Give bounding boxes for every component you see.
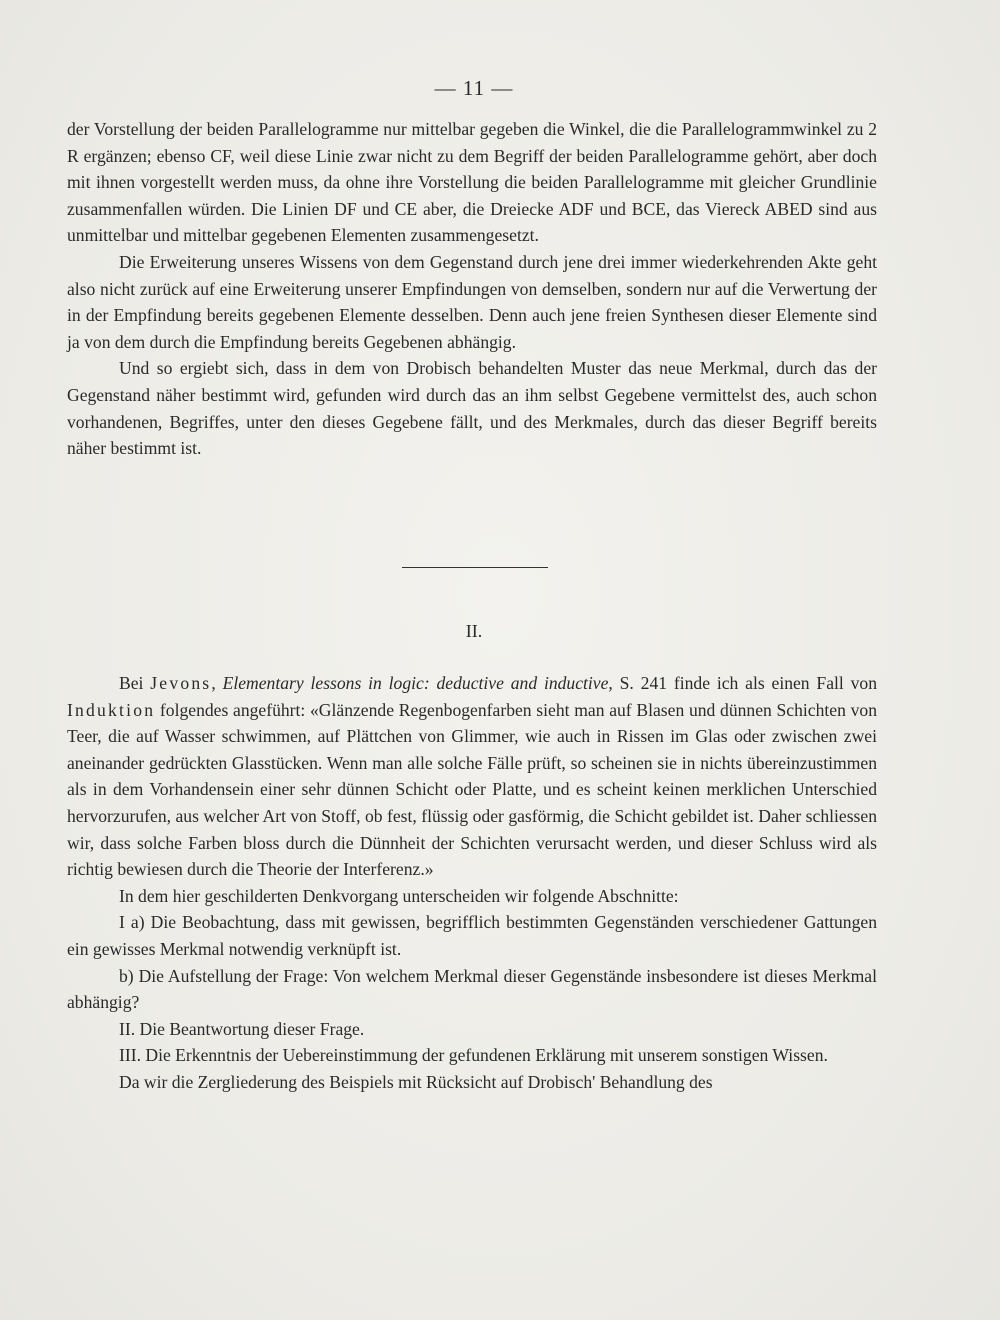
emphasized-term: Induktion (67, 699, 156, 720)
section-one-text (67, 116, 877, 462)
paragraph: Die Erweiterung unseres Wissens von dem Gegenstand durch jene drei immer wiederkehrenden Akte geht also nicht zurück auf eine Erweiterung unserer Empfindungen von demselben, sondern nur auf die Verwertung der in der Empfindung bereits gegebenen Elemente desselben. Denn auch jene freien Synthesen dieser Elemente sind ja von dem durch die Empfindung bereits Gegebenen abhängig. (67, 251, 877, 352)
text-run: folgendes angeführt: «Glänzende Regenbogenfarben sieht man auf Blasen und dünnen Schichten von Teer, die auf Wasser schwimmen, auf Plättchen von Glimmer, wie auch in Rissen im Glas oder zwischen zwei aneinander gedrückten Glasstücken. Wenn man alle solche Fälle prüft, so scheinen sie in nichts übereinzustimmen als in dem Vorhandensein einer sehr dünnen Schicht oder Platte, und es scheint keinen merklichen Unterschied hervorzurufen, aus welcher Art von Stoff, ob fest, flüssig oder gasförmig, die Schicht gebildet ist. Daher schliessen wir, dass solche Farben bloss durch die Dünnheit der Schichten verursacht werden, und dieser Schluss wird als richtig bewiesen durch die Theorie der Interferenz.» (67, 699, 877, 880)
text-run: Bei (119, 673, 151, 693)
paragraph: Da wir die Zergliederung des Beispiels mit Rücksicht auf Drobisch' Behandlung des (119, 1071, 713, 1092)
page-number: — 11 — (434, 76, 514, 100)
intro-paragraph (67, 670, 877, 883)
list-item: III. Die Erkenntnis der Uebereinstimmung der gefundenen Erklärung mit unserem sonstigen Wissen. (119, 1045, 828, 1066)
list-item: II. Die Beantwortung dieser Frage. (119, 1018, 365, 1039)
paragraph: Und so ergiebt sich, dass in dem von Drobisch behandelten Muster das neue Merkmal, durch das der Gegenstand näher bestimmt wird, gefunden wird durch das an ihm selbst Gegebene vermittelst des, auch schon vorhandenen, Begriffes, unter den dieses Gegebene fällt, und des Merkmales, durch das dieser Begriff bereits näher bestimmt ist. (67, 358, 877, 459)
list-item: b) Die Aufstellung der Frage: Von welchem Merkmal dieser Gegenstände insbesondere ist dieses Merkmal abhängig? (67, 965, 877, 1013)
list-item: I a) Die Beobachtung, dass mit gewissen, begrifflich bestimmten Gegenständen verschiedener Gattungen ein gewisses Merkmal notwendig verknüpft ist. (67, 912, 877, 959)
section-heading: II. (465, 621, 483, 641)
paragraph: In dem hier geschilderten Denkvorgang unterscheiden wir folgende Abschnitte: (119, 885, 679, 906)
section-two-text (67, 670, 877, 1096)
author-name: Jevons (150, 673, 212, 693)
paragraph: der Vorstellung der beiden Parallelogramme nur mittelbar gegeben die Winkel, die die Parallelogrammwinkel zu 2 R ergänzen; ebenso CF, weil diese Linie zwar nicht zu dem Begriff der beiden Parallelogramme gehört, aber doch mit ihnen vorgestellt werden muss, da ohne ihre Vorstellung die beiden Parallelogramme mit gleicher Grundlinie zusammenfallen würden. Die Linien DF und CE aber, die Dreiecke ADF und BCE, das Viereck ABED sind aus unmittelbar und mittelbar gegebenen Elementen zusammengesetzt. (67, 119, 877, 246)
text-run: , (211, 673, 223, 693)
book-title: Elementary lessons in logic: deductive and inductive, (222, 673, 613, 693)
section-divider (402, 567, 548, 568)
text-run: S. 241 finde ich als einen Fall von (612, 673, 878, 693)
